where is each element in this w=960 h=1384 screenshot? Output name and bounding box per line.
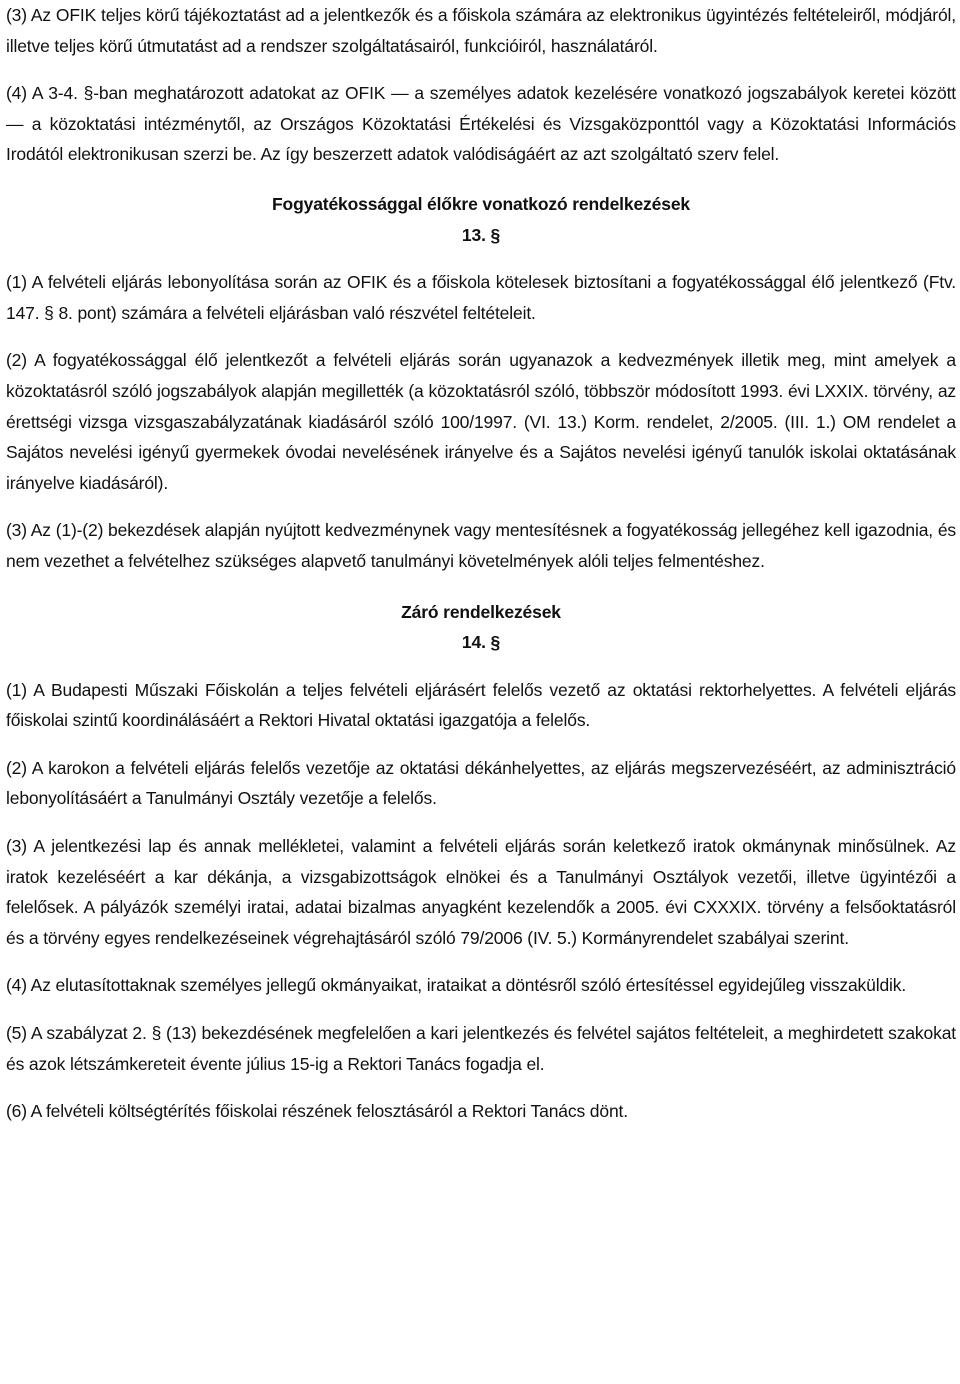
paragraph-12-3: (3) Az OFIK teljes körű tájékoztatást ad a jelentkezők és a főiskola számára az elektronikus ügyintézés feltételeiről, módjáról, illetve teljes körű útmutatást ad a rendszer szolgáltatásairól, funkcióiról, használatáról. xyxy=(6,5,956,56)
paragraph-14-4: (4) Az elutasítottaknak személyes jellegű okmányaikat, irataikat a döntésről szóló értesítéssel egyidejűleg visszaküldik. xyxy=(6,975,907,996)
paragraph-14-6: (6) A felvételi költségtérítés főiskolai részének felosztásáról a Rektori Tanács dönt. xyxy=(6,1101,628,1122)
section-14-title: Záró rendelkezések xyxy=(401,601,561,622)
paragraph-14-1: (1) A Budapesti Műszaki Főiskolán a teljes felvételi eljárásért felelős vezető az oktatási rektorhelyettes. A felvételi eljárás főiskolai szintű koordinálásáért a Rektori Hivatal oktatási igazgatója a felelős. xyxy=(6,679,956,731)
paragraph-13-2: (2) A fogyatékossággal élő jelentkezőt a felvételi eljárás során ugyanazok a kedvezmények illetik meg, mint amelyek a közoktatásról szóló jogszabályok alapján megillették (a közoktatásról szóló, többször módosított 1993. évi LXXIX. törvény, az érettségi vizsga vizsgaszabályzatának kiadásáról szóló 100/1997. (VI. 13.) Korm. rendelet, 2/2005. (III. 1.) OM rendelet a Sajátos nevelési igényű gyermekek óvodai nevelésének irányelve és a Sajátos nevelési igényű tanulók iskolai oktatásának irányelve kiadásáról). xyxy=(6,350,956,493)
paragraph-13-1: (1) A felvételi eljárás lebonyolítása során az OFIK és a főiskola kötelesek biztosítani a fogyatékossággal élő jelentkező (Ftv. 147. § 8. pont) számára a felvételi eljárásban való részvétel feltételeit. xyxy=(6,272,956,323)
paragraph-12-4: (4) A 3-4. §-ban meghatározott adatokat az OFIK — a személyes adatok kezelésére vonatkozó jogszabályok keretei között — a közoktatási intézménytől, az Országos Közoktatási Értékelési és Vizsgaközponttól vagy a Közoktatási Információs Irodától elektronikusan szerzi be. Az így beszerzett adatok valódiságáért az azt szolgáltató szerv felel. xyxy=(6,83,956,165)
section-13-number: 13. § xyxy=(461,224,501,245)
paragraph-14-2: (2) A karokon a felvételi eljárás felelős vezetője az oktatási dékánhelyettes, az eljárás megszervezéséért, az adminisztráció lebonyolításáért a Tanulmányi Osztály vezetője a felelős. xyxy=(6,757,956,809)
paragraph-14-3: (3) A jelentkezési lap és annak mellékletei, valamint a felvételi eljárás során keletkező iratok okmánynak minősülnek. Az iratok kezeléséért a kar dékánja, a vizsgabizottságok elnökei és a Tanulmányi Osztályok vezetői, illetve ügyintézői a felelősek. A pályázók személyi iratai, adatai bizalmas anyagként kezelendők a 2005. évi CXXXIX. törvény a felsőoktatásról és a törvény egyes rendelkezéseinek végrehajtásáról szóló 79/2006 (IV. 5.) Kormányrendelet szabályai szerint. xyxy=(6,836,956,948)
document-page xyxy=(6,0,956,1127)
section-14-number: 14. § xyxy=(461,632,501,653)
paragraph-13-3: (3) Az (1)-(2) bekezdések alapján nyújtott kedvezménynek vagy mentesítésnek a fogyatékosság jellegéhez kell igazodnia, és nem vezethet a felvételhez szükséges alapvető tanulmányi követelmények alóli teljes felmentéshez. xyxy=(6,520,956,571)
paragraph-14-5: (5) A szabályzat 2. § (13) bekezdésének megfelelően a kari jelentkezés és felvétel sajátos feltételeit, a meghirdetett szakokat és azok létszámkereteit évente július 15-ig a Rektori Tanács fogadja el. xyxy=(6,1023,956,1074)
section-13-title: Fogyatékossággal élőkre vonatkozó rendelkezések xyxy=(272,193,690,214)
